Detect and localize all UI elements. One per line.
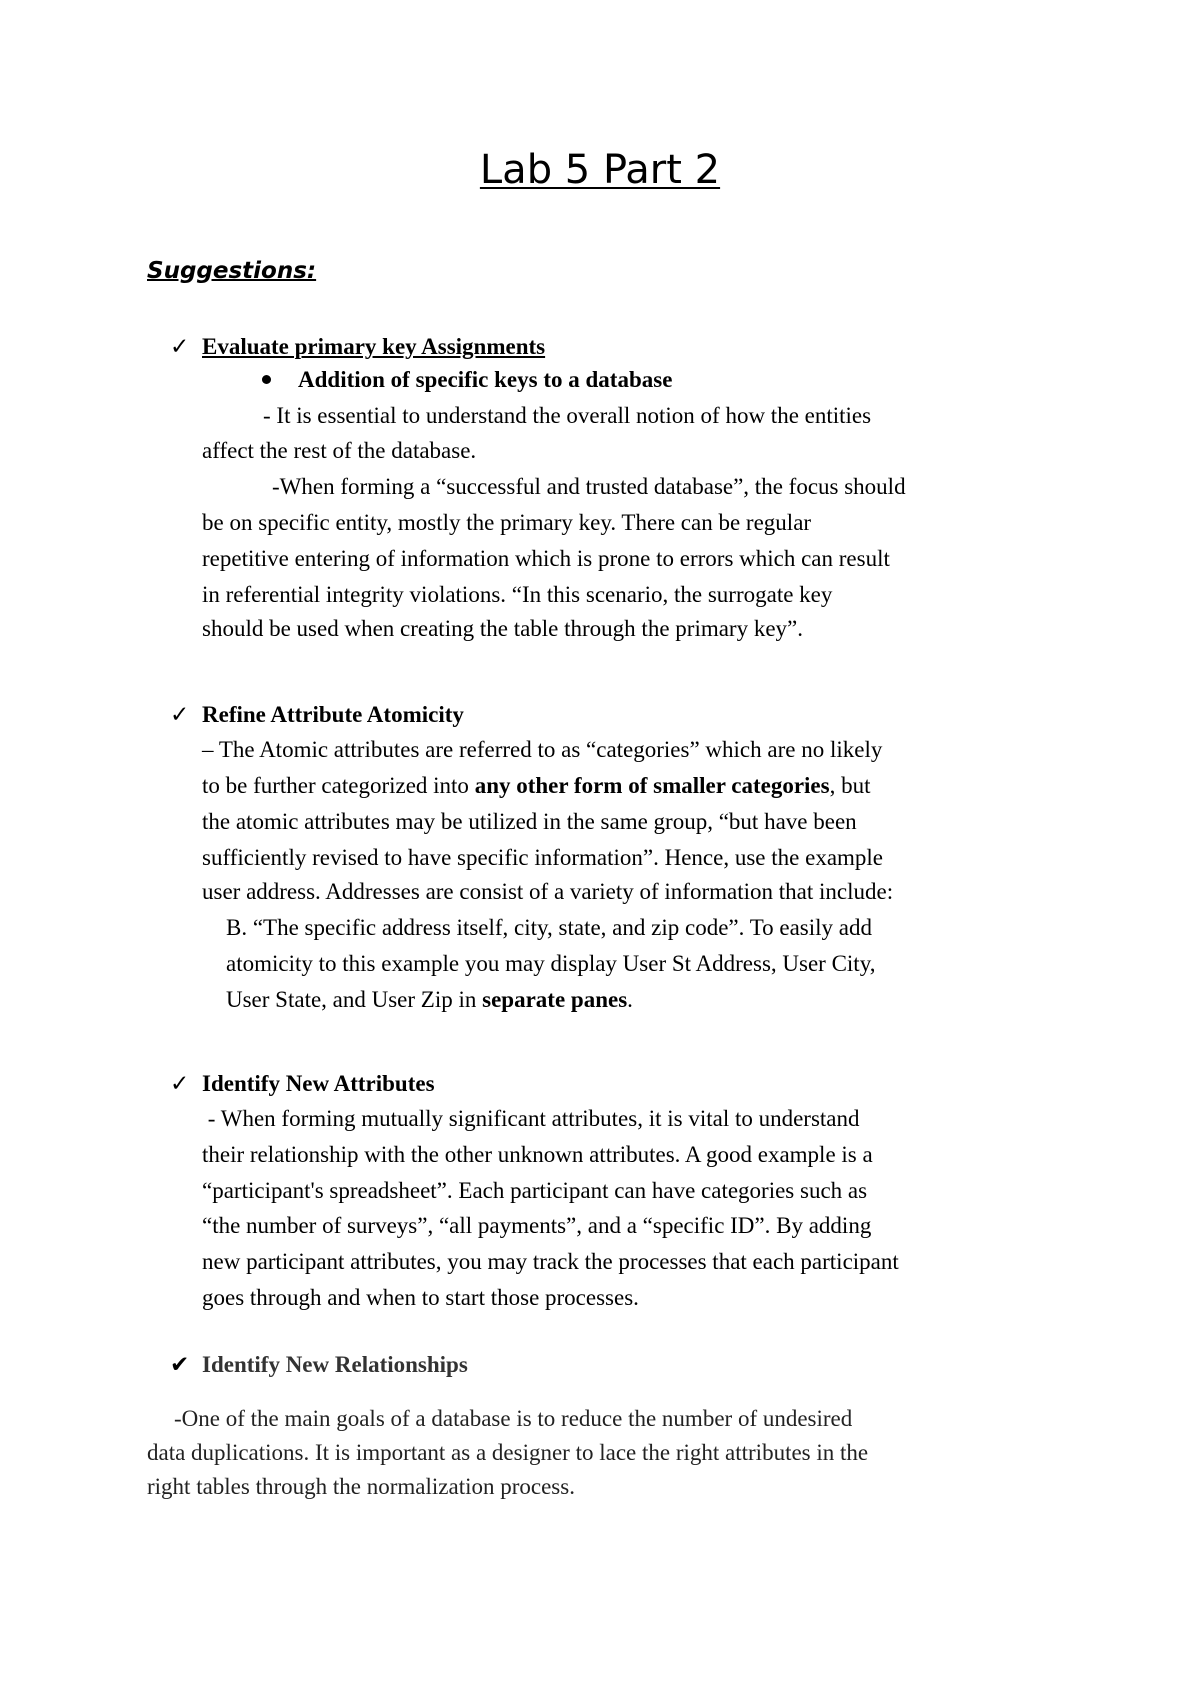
- text-run: to be further categorized into: [202, 773, 475, 798]
- section-heading-text: Evaluate primary key Assignments: [202, 334, 546, 359]
- section-heading-atomicity: [170, 700, 464, 730]
- paragraph-line: be on specific entity, mostly the primary key. There can be regular: [202, 510, 812, 535]
- bullet-item: [262, 365, 672, 395]
- paragraph-line: [202, 768, 870, 803]
- text-run: , but: [829, 773, 871, 798]
- bold-text-run: separate panes: [482, 987, 628, 1012]
- paragraph-line: atomicity to this example you may display User St Address, User City,: [226, 951, 876, 976]
- paragraph-line: “participant's spreadsheet”. Each participant can have categories such as: [202, 1178, 868, 1203]
- section-heading-text: Identify New Attributes: [202, 1071, 435, 1096]
- paragraph-line: the atomic attributes may be utilized in the same group, “but have been: [202, 809, 857, 834]
- bullet-icon: [262, 365, 298, 395]
- section-heading-text: Identify New Relationships: [202, 1352, 468, 1377]
- suggestions-heading: Suggestions:: [147, 258, 317, 284]
- section-heading-primary-key: [170, 332, 545, 362]
- paragraph-line: [226, 982, 633, 1017]
- paragraph-line: their relationship with the other unknown attributes. A good example is a: [202, 1142, 873, 1167]
- checkmark-icon: ✓: [170, 702, 190, 727]
- bold-text-run: any other form of smaller categories: [474, 773, 830, 798]
- paragraph-line: sufficiently revised to have specific information”. Hence, use the example: [202, 845, 884, 870]
- section-heading-text: Refine Attribute Atomicity: [202, 702, 464, 727]
- checkmark-icon: ✓: [170, 334, 190, 359]
- paragraph-line: -One of the main goals of a database is to reduce the number of undesired: [174, 1406, 853, 1431]
- paragraph-line: - It is essential to understand the overall notion of how the entities: [263, 403, 872, 428]
- bullet-text: Addition of specific keys to a database: [298, 367, 673, 392]
- page-title: Lab 5 Part 2: [479, 147, 721, 193]
- paragraph-line: repetitive entering of information which is prone to errors which can result: [202, 546, 890, 571]
- section-heading-new-attributes: [170, 1069, 435, 1099]
- paragraph-line: -When forming a “successful and trusted database”, the focus should: [272, 474, 906, 499]
- text-run: .: [627, 987, 633, 1012]
- section-heading-new-relationships: [170, 1350, 468, 1380]
- paragraph-line: “the number of surveys”, “all payments”, and a “specific ID”. By adding: [202, 1213, 872, 1238]
- text-run: User State, and User Zip in: [226, 987, 483, 1012]
- paragraph-line: right tables through the normalization process.: [147, 1474, 575, 1499]
- paragraph-line: affect the rest of the database.: [202, 438, 477, 463]
- paragraph-line: - When forming mutually significant attributes, it is vital to understand: [202, 1106, 860, 1131]
- paragraph-line: in referential integrity violations. “In this scenario, the surrogate key: [202, 582, 833, 607]
- paragraph-line: goes through and when to start those processes.: [202, 1285, 639, 1310]
- paragraph-line: B. “The specific address itself, city, state, and zip code”. To easily add: [226, 915, 872, 940]
- paragraph-line: user address. Addresses are consist of a variety of information that include:: [202, 879, 894, 904]
- checkmark-icon: ✓: [170, 1071, 190, 1096]
- paragraph-line: new participant attributes, you may track the processes that each participant: [202, 1249, 899, 1274]
- paragraph-line: – The Atomic attributes are referred to as “categories” which are no likely: [202, 737, 883, 762]
- checkmark-icon: ✔: [170, 1352, 190, 1377]
- paragraph-line: data duplications. It is important as a designer to lace the right attributes in the: [147, 1440, 869, 1465]
- paragraph-line: should be used when creating the table through the primary key”.: [202, 616, 804, 641]
